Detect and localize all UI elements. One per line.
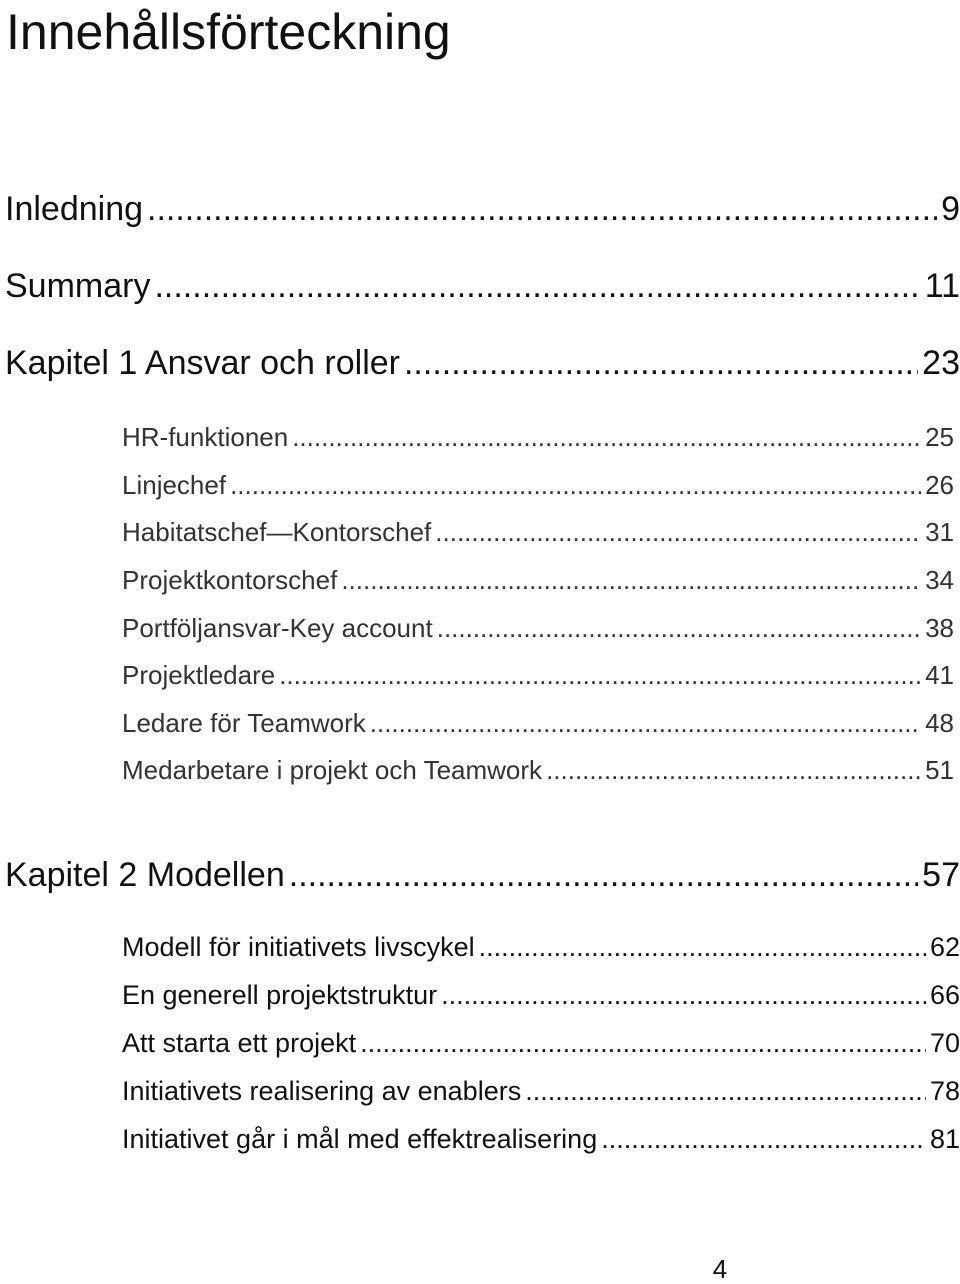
toc-leader-dots xyxy=(479,931,926,963)
toc-entry-page: 81 xyxy=(929,1124,960,1154)
toc-entry-portfoljansvar[interactable] xyxy=(122,612,954,644)
toc-leader-dots xyxy=(360,1027,926,1059)
toc-entry-summary[interactable] xyxy=(5,266,960,306)
page-title: Innehållsförteckning xyxy=(6,4,451,60)
toc-entry-kapitel-1[interactable] xyxy=(5,343,960,383)
toc-entry-page: 51 xyxy=(925,755,954,785)
toc-leader-dots xyxy=(230,469,921,501)
toc-entry-page: 11 xyxy=(924,267,960,305)
toc-leader-dots xyxy=(546,754,921,786)
toc-entry-starta-projekt[interactable] xyxy=(122,1027,960,1059)
toc-entry-kapitel-2[interactable] xyxy=(5,855,960,895)
toc-entry-label: Summary xyxy=(5,267,151,305)
toc-entry-label: Inledning xyxy=(5,190,144,228)
toc-leader-dots xyxy=(154,266,920,306)
toc-entry-habitatschef[interactable] xyxy=(122,516,954,548)
toc-leader-dots xyxy=(279,659,921,691)
toc-entry-page: 31 xyxy=(925,517,954,547)
toc-entry-label: En generell projektstruktur xyxy=(122,980,438,1010)
toc-entry-projektkontorschef[interactable] xyxy=(122,564,954,596)
toc-entry-label: Linjechef xyxy=(122,470,227,500)
toc-leader-dots xyxy=(341,564,921,596)
toc-leader-dots xyxy=(292,421,921,453)
toc-entry-page: 25 xyxy=(925,422,954,452)
toc-entry-linjechef[interactable] xyxy=(122,469,954,501)
toc-entry-hr-funktionen[interactable] xyxy=(122,421,954,453)
toc-leader-dots xyxy=(370,707,921,739)
toc-leader-dots xyxy=(435,516,921,548)
toc-entry-page: 48 xyxy=(925,708,954,738)
toc-entry-label: Projektledare xyxy=(122,660,276,690)
toc-leader-dots xyxy=(437,612,921,644)
toc-entry-medarbetare[interactable] xyxy=(122,754,954,786)
toc-entry-page: 66 xyxy=(929,980,960,1010)
toc-entry-label: Portföljansvar-Key account xyxy=(122,613,433,643)
toc-entry-page: 34 xyxy=(925,565,954,595)
toc-leader-dots xyxy=(404,343,918,383)
toc-leader-dots xyxy=(147,189,937,229)
toc-entry-label: Kapitel 2 Modellen xyxy=(5,856,285,894)
toc-entry-page: 9 xyxy=(941,190,960,228)
toc-leader-dots xyxy=(289,855,918,895)
toc-leader-dots xyxy=(601,1123,926,1155)
toc-entry-projektledare[interactable] xyxy=(122,659,954,691)
toc-entry-label: Kapitel 1 Ansvar och roller xyxy=(5,344,400,382)
toc-entry-label: Projektkontorschef xyxy=(122,565,338,595)
toc-entry-effektrealisering[interactable] xyxy=(122,1123,960,1155)
toc-entry-label: Modell för initiativets livscykel xyxy=(122,932,475,962)
toc-entry-inledning[interactable] xyxy=(5,189,960,229)
toc-entry-label: Initiativet går i mål med effektrealisering xyxy=(122,1124,598,1154)
toc-entry-label: Ledare för Teamwork xyxy=(122,708,366,738)
page-number: 4 xyxy=(712,1254,728,1284)
toc-entry-label: HR-funktionen xyxy=(122,422,289,452)
toc-leader-dots xyxy=(525,1075,926,1107)
toc-entry-page: 78 xyxy=(929,1076,960,1106)
toc-entry-page: 23 xyxy=(922,344,960,382)
toc-entry-label: Att starta ett projekt xyxy=(122,1028,357,1058)
toc-entry-modell-livscykel[interactable] xyxy=(122,931,960,963)
toc-entry-page: 26 xyxy=(925,470,954,500)
toc-entry-realisering-enablers[interactable] xyxy=(122,1075,960,1107)
toc-entry-page: 38 xyxy=(925,613,954,643)
toc-entry-page: 62 xyxy=(929,932,960,962)
toc-leader-dots xyxy=(441,979,926,1011)
toc-entry-ledare-for-teamwork[interactable] xyxy=(122,707,954,739)
toc-entry-projektstruktur[interactable] xyxy=(122,979,960,1011)
toc-entry-label: Medarbetare i projekt och Teamwork xyxy=(122,755,543,785)
toc-entry-page: 41 xyxy=(925,660,954,690)
toc-entry-label: Initiativets realisering av enablers xyxy=(122,1076,522,1106)
toc-entry-page: 57 xyxy=(922,856,960,894)
toc-entry-page: 70 xyxy=(929,1028,960,1058)
toc-entry-label: Habitatschef—Kontorschef xyxy=(122,517,432,547)
